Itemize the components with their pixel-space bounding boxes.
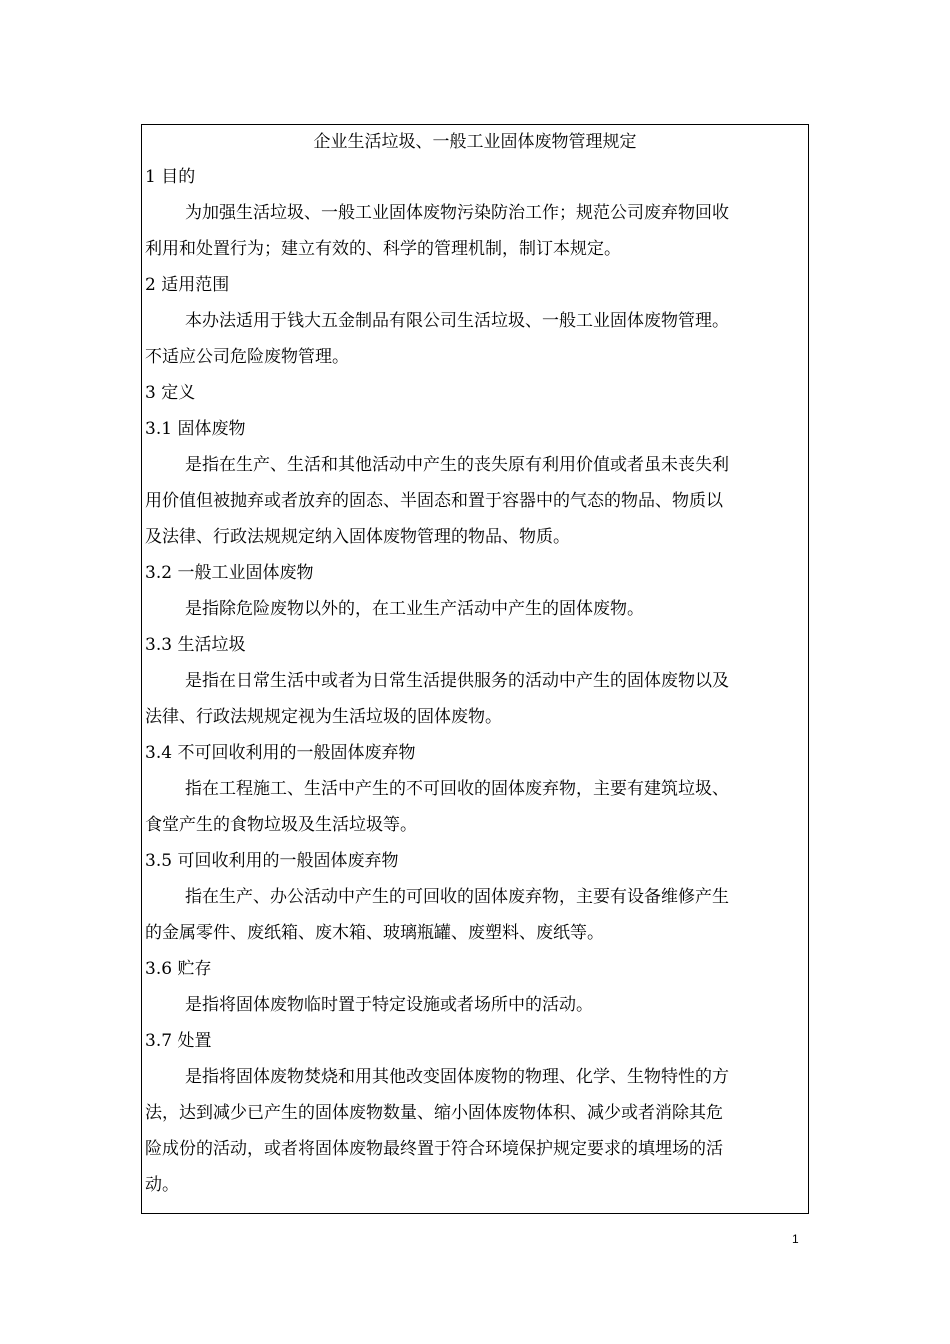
text-line: 指在工程施工、生活中产生的不可回收的固体废弃物，主要有建筑垃圾、 [185, 779, 729, 799]
text-line: 3 定义 [145, 383, 196, 403]
text-line: 不适应公司危险废物管理。 [145, 347, 349, 367]
text-line: 动。 [145, 1175, 179, 1195]
text-line: 3.7 处置 [145, 1031, 212, 1051]
document-frame [141, 124, 809, 1214]
text-line: 险成份的活动，或者将固体废物最终置于符合环境保护规定要求的填埋场的活 [145, 1139, 723, 1159]
text-line: 为加强生活垃圾、一般工业固体废物污染防治工作；规范公司废弃物回收 [185, 203, 729, 223]
text-line: 指在生产、办公活动中产生的可回收的固体废弃物，主要有设备维修产生 [185, 887, 729, 907]
text-line: 是指将固体废物焚烧和用其他改变固体废物的物理、化学、生物特性的方 [185, 1067, 729, 1087]
text-line: 3.6 贮存 [145, 959, 212, 979]
text-line: 本办法适用于钱大五金制品有限公司生活垃圾、一般工业固体废物管理。 [185, 311, 729, 331]
text-line: 是指将固体废物临时置于特定设施或者场所中的活动。 [185, 995, 593, 1015]
text-line: 3.1 固体废物 [145, 419, 246, 439]
document-title: 企业生活垃圾、一般工业固体废物管理规定 [313, 132, 637, 152]
text-line: 3.4 不可回收利用的一般固体废弃物 [145, 743, 416, 763]
text-line: 食堂产生的食物垃圾及生活垃圾等。 [145, 815, 417, 835]
text-line: 的金属零件、废纸箱、废木箱、玻璃瓶罐、废塑料、废纸等。 [145, 923, 604, 943]
text-line: 用价值但被抛弃或者放弃的固态、半固态和置于容器中的气态的物品、物质以 [145, 491, 723, 511]
text-line: 3.5 可回收利用的一般固体废弃物 [145, 851, 399, 871]
text-line: 是指在日常生活中或者为日常生活提供服务的活动中产生的固体废物以及 [185, 671, 729, 691]
text-line: 及法律、行政法规规定纳入固体废物管理的物品、物质。 [145, 527, 570, 547]
text-line: 是指除危险废物以外的，在工业生产活动中产生的固体废物。 [185, 599, 644, 619]
text-line: 法律、行政法规规定视为生活垃圾的固体废物。 [145, 707, 502, 727]
text-line: 法，达到减少已产生的固体废物数量、缩小固体废物体积、减少或者消除其危 [145, 1103, 723, 1123]
text-line: 3.2 一般工业固体废物 [145, 563, 314, 583]
page-number: 1 [792, 1232, 799, 1246]
text-line: 2 适用范围 [145, 275, 230, 295]
text-line: 1 目的 [145, 167, 196, 187]
text-line: 利用和处置行为；建立有效的、科学的管理机制，制订本规定。 [145, 239, 621, 259]
text-line: 是指在生产、生活和其他活动中产生的丧失原有利用价值或者虽未丧失利 [185, 455, 729, 475]
text-line: 3.3 生活垃圾 [145, 635, 246, 655]
